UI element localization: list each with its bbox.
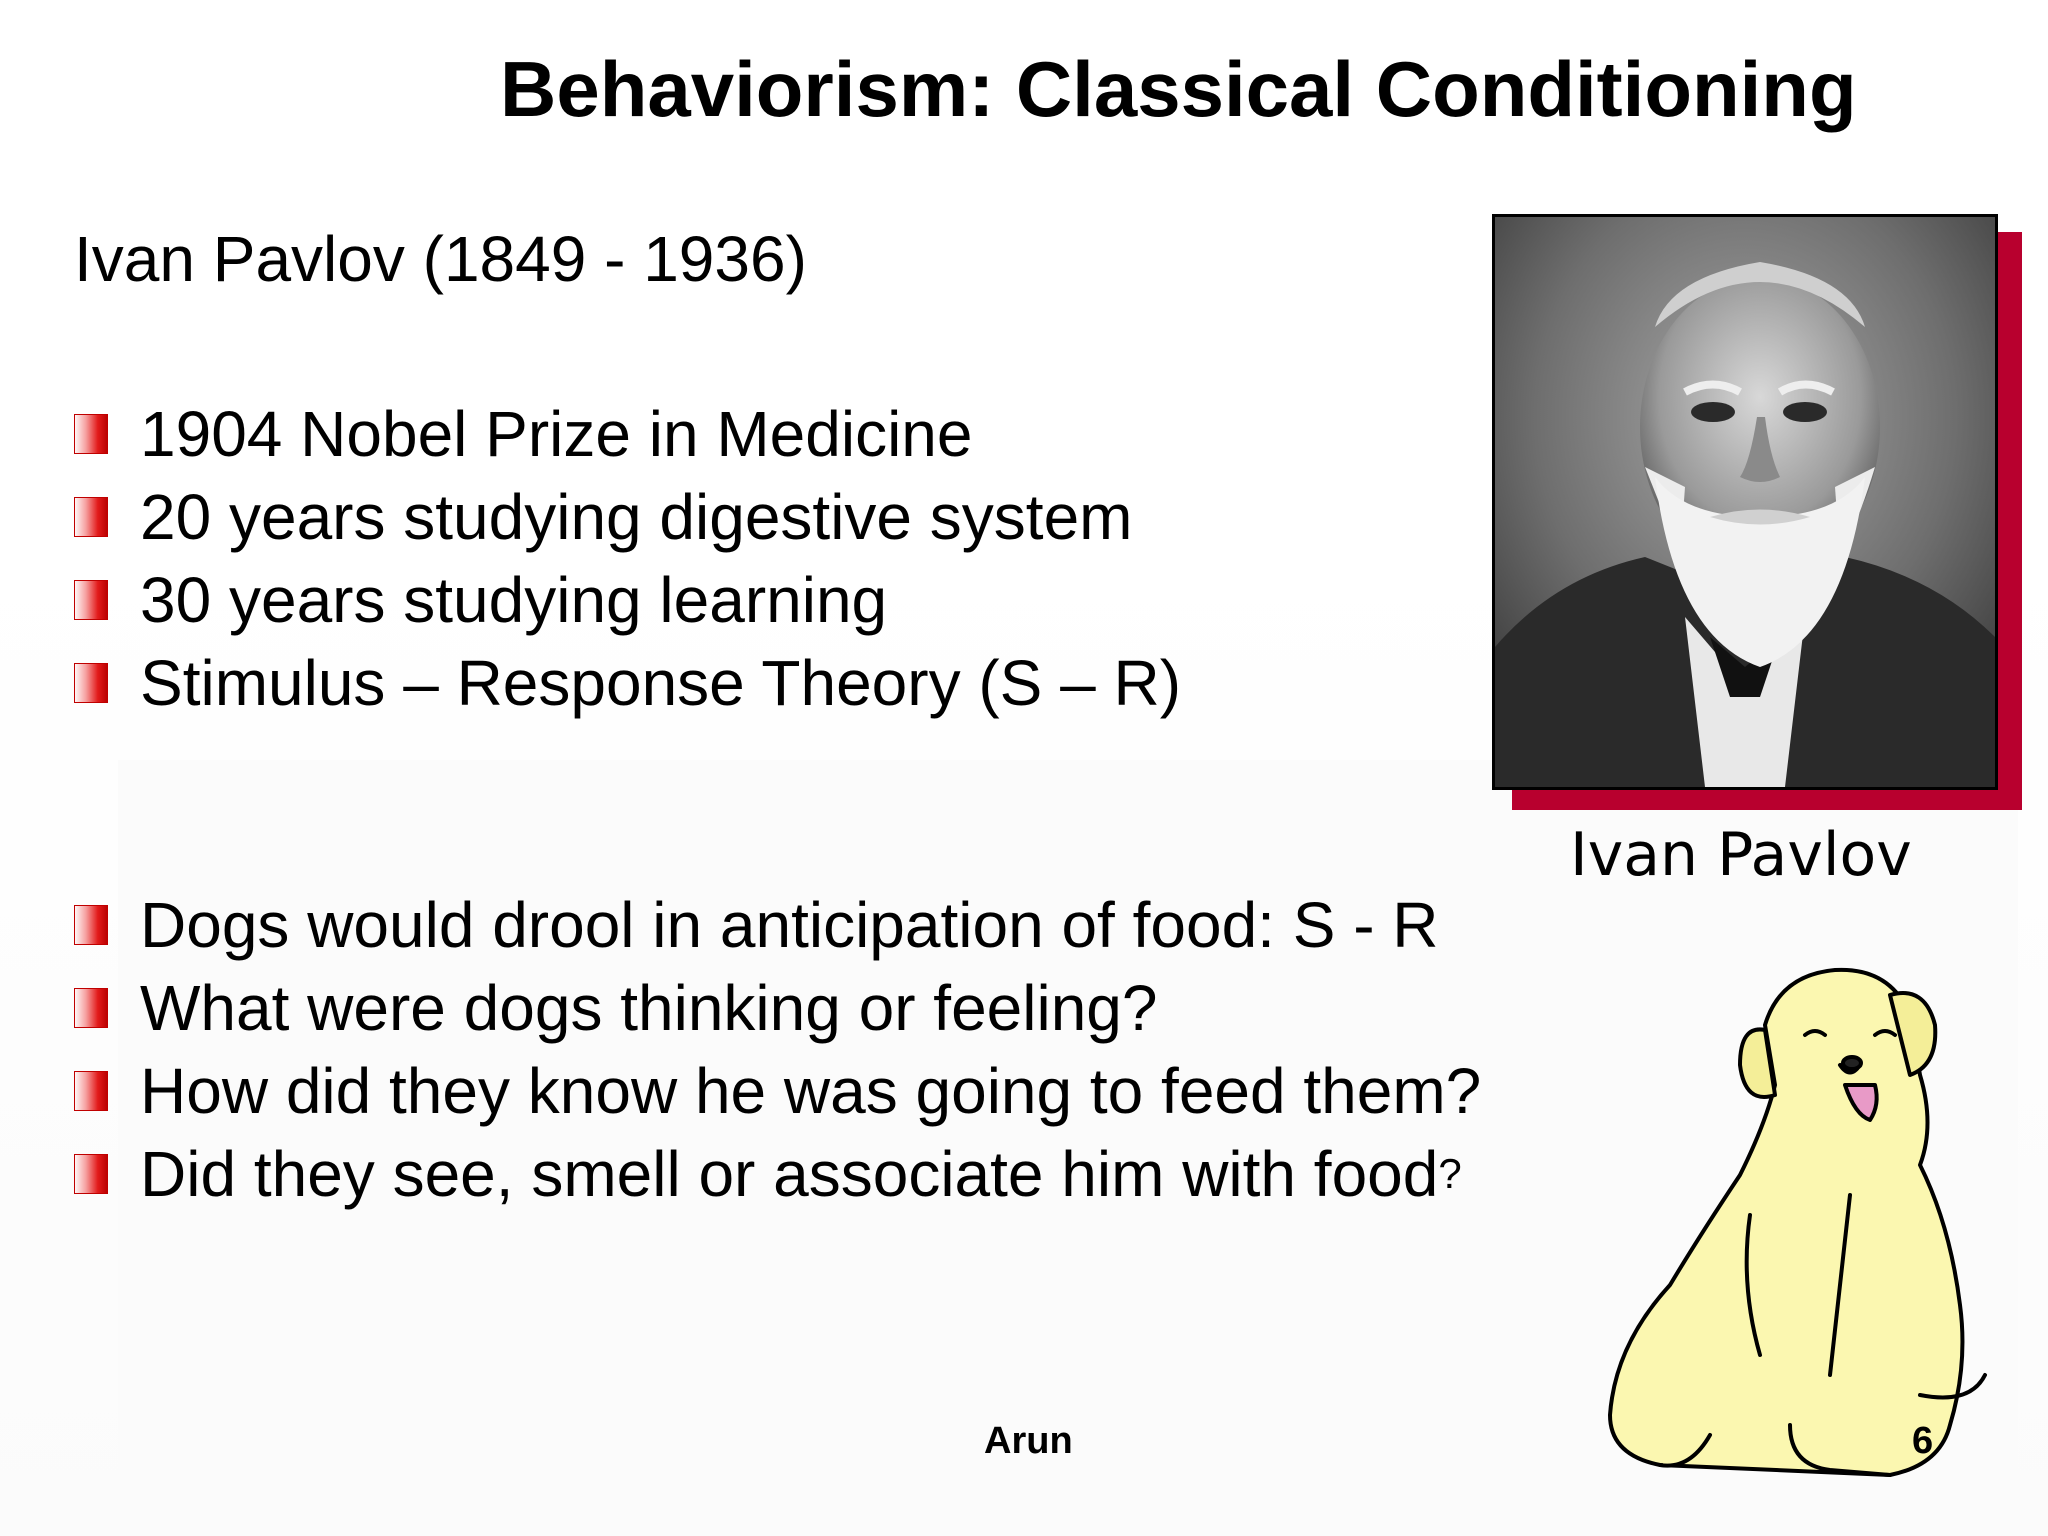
bullet-text: 30 years studying learning <box>140 563 888 636</box>
bullet-marker-icon <box>74 1154 108 1194</box>
bullet-item <box>74 1132 1481 1215</box>
bullet-item <box>74 475 1181 558</box>
bullet-marker-icon <box>74 1071 108 1111</box>
bullet-marker-icon <box>74 988 108 1028</box>
footer-author: Arun <box>984 1420 1073 1462</box>
bullet-marker-icon <box>74 905 108 945</box>
bullet-text: Stimulus – Response Theory (S – R) <box>140 646 1182 719</box>
bullet-text: Dogs would drool in anticipation of food: S - R <box>140 888 1439 961</box>
bullet-text: How did they know he was going to feed them? <box>140 1054 1482 1127</box>
bullet-text: Did they see, smell or associate him with food <box>140 1137 1439 1210</box>
bullet-item <box>74 392 1181 475</box>
bullet-list-questions <box>74 883 1481 1215</box>
bullet-item <box>74 1049 1481 1132</box>
bullet-item <box>74 883 1481 966</box>
slide-subtitle: Ivan Pavlov (1849 - 1936) <box>74 223 807 295</box>
slide-title: Behaviorism: Classical Conditioning <box>500 45 1857 133</box>
bullet-question-mark: ? <box>1438 1149 1462 1197</box>
bullet-marker-icon <box>74 414 108 454</box>
bullet-text: What were dogs thinking or feeling? <box>140 971 1158 1044</box>
page-number: 6 <box>1912 1420 1934 1462</box>
pavlov-portrait-image <box>1492 214 1998 790</box>
bullet-text: 1904 Nobel Prize in Medicine <box>140 397 973 470</box>
dog-illustration-icon <box>1590 955 2010 1485</box>
bullet-marker-icon <box>74 663 108 703</box>
bullet-item <box>74 558 1181 641</box>
bullet-marker-icon <box>74 497 108 537</box>
bullet-item <box>74 966 1481 1049</box>
portrait-illustration <box>1495 217 1995 787</box>
bullet-item <box>74 641 1181 724</box>
bullet-text: 20 years studying digestive system <box>140 480 1133 553</box>
bullet-marker-icon <box>74 580 108 620</box>
photo-caption: Ivan Pavlov <box>1570 820 1912 890</box>
bullet-list-facts <box>74 392 1181 724</box>
